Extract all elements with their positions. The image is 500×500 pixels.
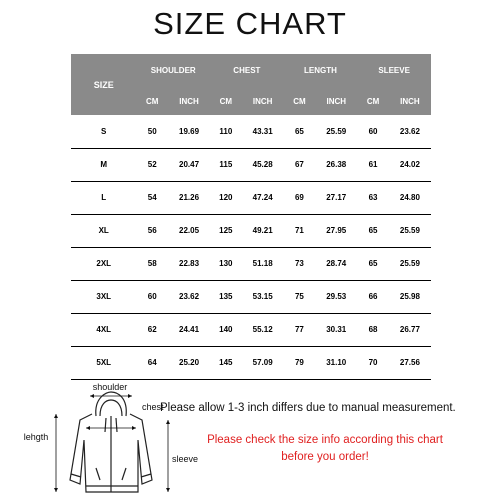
cell-length-cm: 79 bbox=[284, 346, 316, 379]
table-row bbox=[71, 280, 431, 313]
cell-sleeve-inch: 26.77 bbox=[389, 313, 431, 346]
cell-size: 2XL bbox=[71, 247, 136, 280]
order-warning-line-1: Please check the size info according this chart bbox=[207, 434, 443, 446]
cell-chest-inch: 57.09 bbox=[242, 346, 284, 379]
sleeve-arrowhead-bottom bbox=[166, 488, 170, 492]
table-row bbox=[71, 148, 431, 181]
unit-header-inch: INCH bbox=[315, 87, 357, 115]
cell-sleeve-cm: 68 bbox=[357, 313, 389, 346]
unit-header-cm: CM bbox=[136, 87, 168, 115]
length-label: lehgth bbox=[23, 432, 49, 442]
unit-header-inch: INCH bbox=[242, 87, 284, 115]
length-header: LENGTH bbox=[284, 54, 358, 87]
cell-shoulder-cm: 50 bbox=[136, 115, 168, 148]
cell-chest-inch: 53.15 bbox=[242, 280, 284, 313]
sleeve-arrowhead-top bbox=[166, 420, 170, 424]
cell-sleeve-cm: 70 bbox=[357, 346, 389, 379]
jacket-measurement-diagram bbox=[10, 380, 200, 498]
cell-chest-cm: 120 bbox=[210, 181, 242, 214]
table-row bbox=[71, 247, 431, 280]
cell-chest-cm: 140 bbox=[210, 313, 242, 346]
cell-size: 5XL bbox=[71, 346, 136, 379]
cell-chest-inch: 45.28 bbox=[242, 148, 284, 181]
cell-length-cm: 65 bbox=[284, 115, 316, 148]
shoulder-label: shoulder bbox=[92, 382, 128, 392]
cell-shoulder-inch: 20.47 bbox=[168, 148, 210, 181]
cell-length-inch: 30.31 bbox=[315, 313, 357, 346]
cell-length-inch: 29.53 bbox=[315, 280, 357, 313]
cell-shoulder-cm: 62 bbox=[136, 313, 168, 346]
table-row bbox=[71, 115, 431, 148]
chest-header: CHEST bbox=[210, 54, 284, 87]
cell-length-inch: 31.10 bbox=[315, 346, 357, 379]
cell-size: 4XL bbox=[71, 313, 136, 346]
cell-chest-inch: 55.12 bbox=[242, 313, 284, 346]
cell-shoulder-cm: 52 bbox=[136, 148, 168, 181]
length-arrowhead-top bbox=[54, 414, 58, 418]
cell-shoulder-inch: 19.69 bbox=[168, 115, 210, 148]
cell-size: 3XL bbox=[71, 280, 136, 313]
cell-length-inch: 25.59 bbox=[315, 115, 357, 148]
cell-length-cm: 75 bbox=[284, 280, 316, 313]
cell-shoulder-inch: 21.26 bbox=[168, 181, 210, 214]
cell-sleeve-inch: 24.02 bbox=[389, 148, 431, 181]
chest-label: chest bbox=[142, 402, 164, 412]
cell-chest-cm: 130 bbox=[210, 247, 242, 280]
unit-header-inch: INCH bbox=[389, 87, 431, 115]
cell-shoulder-inch: 25.20 bbox=[168, 346, 210, 379]
table-row bbox=[71, 346, 431, 379]
cell-shoulder-inch: 24.41 bbox=[168, 313, 210, 346]
cell-size: S bbox=[71, 115, 136, 148]
cell-shoulder-inch: 23.62 bbox=[168, 280, 210, 313]
table-row bbox=[71, 313, 431, 346]
shoulder-arrowhead-right bbox=[128, 394, 132, 398]
cell-length-cm: 69 bbox=[284, 181, 316, 214]
cell-shoulder-cm: 60 bbox=[136, 280, 168, 313]
cell-size: XL bbox=[71, 214, 136, 247]
cell-sleeve-inch: 25.98 bbox=[389, 280, 431, 313]
cell-sleeve-cm: 65 bbox=[357, 214, 389, 247]
cell-length-cm: 77 bbox=[284, 313, 316, 346]
cell-sleeve-inch: 23.62 bbox=[389, 115, 431, 148]
cell-chest-inch: 43.31 bbox=[242, 115, 284, 148]
cell-sleeve-inch: 24.80 bbox=[389, 181, 431, 214]
cell-chest-cm: 110 bbox=[210, 115, 242, 148]
cell-sleeve-cm: 61 bbox=[357, 148, 389, 181]
chest-arrowhead-left bbox=[86, 426, 90, 430]
cell-chest-inch: 51.18 bbox=[242, 247, 284, 280]
unit-header-cm: CM bbox=[284, 87, 316, 115]
cell-chest-inch: 47.24 bbox=[242, 181, 284, 214]
cell-sleeve-cm: 60 bbox=[357, 115, 389, 148]
unit-header-cm: CM bbox=[357, 87, 389, 115]
size-header: SIZE bbox=[71, 54, 136, 115]
cell-sleeve-inch: 25.59 bbox=[389, 247, 431, 280]
unit-header-cm: CM bbox=[210, 87, 242, 115]
length-arrowhead-bottom bbox=[54, 488, 58, 492]
cell-shoulder-cm: 58 bbox=[136, 247, 168, 280]
chest-arrowhead-right bbox=[132, 426, 136, 430]
cell-length-cm: 67 bbox=[284, 148, 316, 181]
sleeve-label: sleeve bbox=[172, 454, 199, 464]
cell-shoulder-inch: 22.05 bbox=[168, 214, 210, 247]
cell-length-inch: 27.95 bbox=[315, 214, 357, 247]
cell-length-inch: 28.74 bbox=[315, 247, 357, 280]
cell-chest-cm: 135 bbox=[210, 280, 242, 313]
cell-length-cm: 71 bbox=[284, 214, 316, 247]
cell-size: M bbox=[71, 148, 136, 181]
cell-shoulder-inch: 22.83 bbox=[168, 247, 210, 280]
cell-sleeve-cm: 63 bbox=[357, 181, 389, 214]
order-warning-line-2: before you order! bbox=[281, 451, 369, 463]
cell-chest-cm: 115 bbox=[210, 148, 242, 181]
cell-length-inch: 27.17 bbox=[315, 181, 357, 214]
cell-length-cm: 73 bbox=[284, 247, 316, 280]
cell-sleeve-cm: 66 bbox=[357, 280, 389, 313]
table-row bbox=[71, 181, 431, 214]
measurement-note: Please allow 1-3 inch differs due to manual measurement. bbox=[160, 402, 456, 414]
cell-chest-inch: 49.21 bbox=[242, 214, 284, 247]
table-row bbox=[71, 214, 431, 247]
cell-shoulder-cm: 64 bbox=[136, 346, 168, 379]
cell-length-inch: 26.38 bbox=[315, 148, 357, 181]
sleeve-header: SLEEVE bbox=[357, 54, 431, 87]
cell-chest-cm: 125 bbox=[210, 214, 242, 247]
order-warning bbox=[205, 432, 445, 466]
cell-shoulder-cm: 56 bbox=[136, 214, 168, 247]
cell-size: L bbox=[71, 181, 136, 214]
cell-sleeve-inch: 25.59 bbox=[389, 214, 431, 247]
cell-sleeve-inch: 27.56 bbox=[389, 346, 431, 379]
shoulder-header: SHOULDER bbox=[136, 54, 210, 87]
cell-shoulder-cm: 54 bbox=[136, 181, 168, 214]
size-table bbox=[71, 54, 431, 380]
unit-header-inch: INCH bbox=[168, 87, 210, 115]
cell-chest-cm: 145 bbox=[210, 346, 242, 379]
page-title: SIZE CHART bbox=[153, 6, 347, 41]
jacket-icon bbox=[70, 392, 152, 492]
shoulder-arrowhead-left bbox=[90, 394, 94, 398]
cell-sleeve-cm: 65 bbox=[357, 247, 389, 280]
